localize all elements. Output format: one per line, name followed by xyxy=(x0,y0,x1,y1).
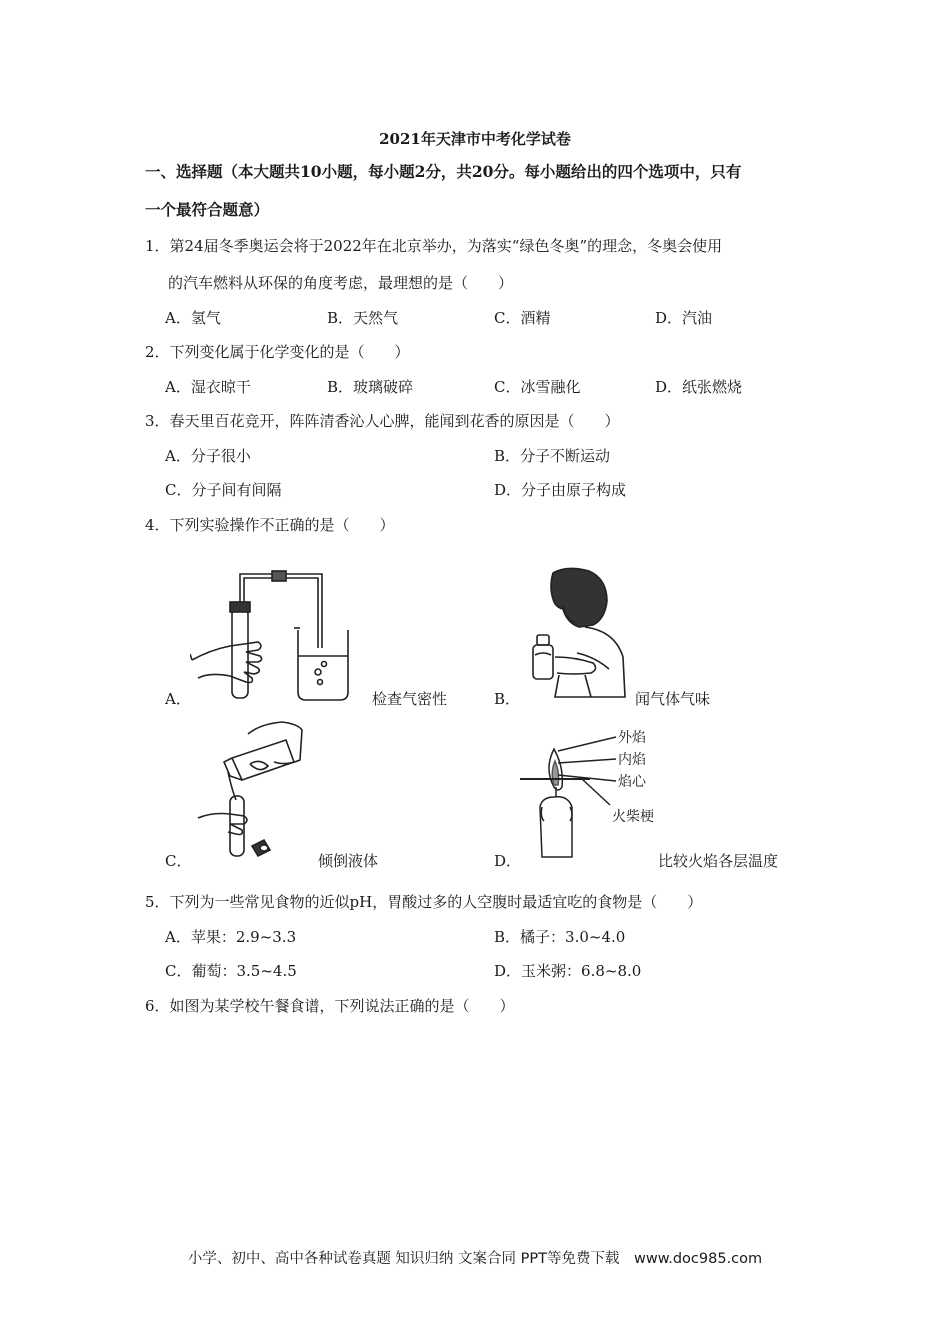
q1-stem-line2: 的汽车燃料从环保的角度考虑，最理想的是（ ） xyxy=(168,274,514,292)
q2-option-d: D．纸张燃烧 xyxy=(655,378,743,396)
q5-option-d: D．玉米粥：6.8~8.0 xyxy=(494,962,642,980)
q2-stem: 2．下列变化属于化学变化的是（ ） xyxy=(145,343,410,361)
airtightness-check-figure xyxy=(190,568,365,706)
q4-option-c: C． xyxy=(165,852,192,870)
q3-option-c: C．分子间有间隔 xyxy=(165,481,282,499)
q2-option-a: A．湿衣晾干 xyxy=(165,378,251,396)
q6-stem: 6．如图为某学校午餐食谱，下列说法正确的是（ ） xyxy=(145,997,515,1015)
label-inner-flame: 内焰 xyxy=(618,752,646,768)
q3-stem: 3．春天里百花竞开，阵阵清香沁人心脾，能闻到花香的原因是（ ） xyxy=(145,412,620,430)
q2-option-c: C．冰雪融化 xyxy=(494,378,581,396)
section-heading-line1: 一、选择题（本大题共10小题，每小题2分，共20分。每小题给出的四个选项中，只有 xyxy=(145,162,742,181)
q4-option-d: D． xyxy=(494,852,522,870)
q3-option-a: A．分子很小 xyxy=(165,447,251,465)
pouring-liquid-figure xyxy=(190,720,320,865)
q1-option-a: A．氢气 xyxy=(165,309,221,327)
q4-caption-b: 闻气体气味 xyxy=(635,690,711,708)
q1-stem-line1: 1．第24届冬季奥运会将于2022年在北京举办，为落实“绿色冬奥”的理念，冬奥会使用 xyxy=(145,237,723,255)
q2-option-b: B．玻璃破碎 xyxy=(327,378,414,396)
section-heading-line2: 一个最符合题意） xyxy=(145,200,270,219)
page-footer: 小学、初中、高中各种试卷真题 知识归纳 文案合同 PPT等免费下载 www.doc985.com xyxy=(187,1251,763,1267)
q1-option-d: D．汽油 xyxy=(655,309,713,327)
label-flame-core: 焰心 xyxy=(618,774,646,790)
q1-option-b: B．天然气 xyxy=(327,309,399,327)
q4-option-b: B． xyxy=(494,690,521,708)
q4-caption-a: 检查气密性 xyxy=(372,690,448,708)
q3-option-b: B．分子不断运动 xyxy=(494,447,611,465)
smelling-gas-figure xyxy=(515,565,633,707)
q5-option-c: C．葡萄：3.5~4.5 xyxy=(165,962,297,980)
q4-caption-d: 比较火焰各层温度 xyxy=(658,852,779,870)
q5-option-b: B．橘子：3.0~4.0 xyxy=(494,928,626,946)
q1-option-c: C．酒精 xyxy=(494,309,551,327)
label-matchstick: 火柴梗 xyxy=(612,809,654,825)
q5-stem: 5．下列为一些常见食物的近似pH，胃酸过多的人空腹时最适宜吃的食物是（ ） xyxy=(145,893,703,911)
page-title: 2021年天津市中考化学试卷 xyxy=(379,130,571,148)
q3-option-d: D．分子由原子构成 xyxy=(494,481,627,499)
q4-stem: 4．下列实验操作不正确的是（ ） xyxy=(145,516,395,534)
label-outer-flame: 外焰 xyxy=(618,730,646,746)
q4-option-a: A． xyxy=(165,690,191,708)
q5-option-a: A．苹果：2.9~3.3 xyxy=(165,928,297,946)
candle-flame-figure xyxy=(520,725,665,865)
q4-caption-c: 倾倒液体 xyxy=(318,852,379,870)
